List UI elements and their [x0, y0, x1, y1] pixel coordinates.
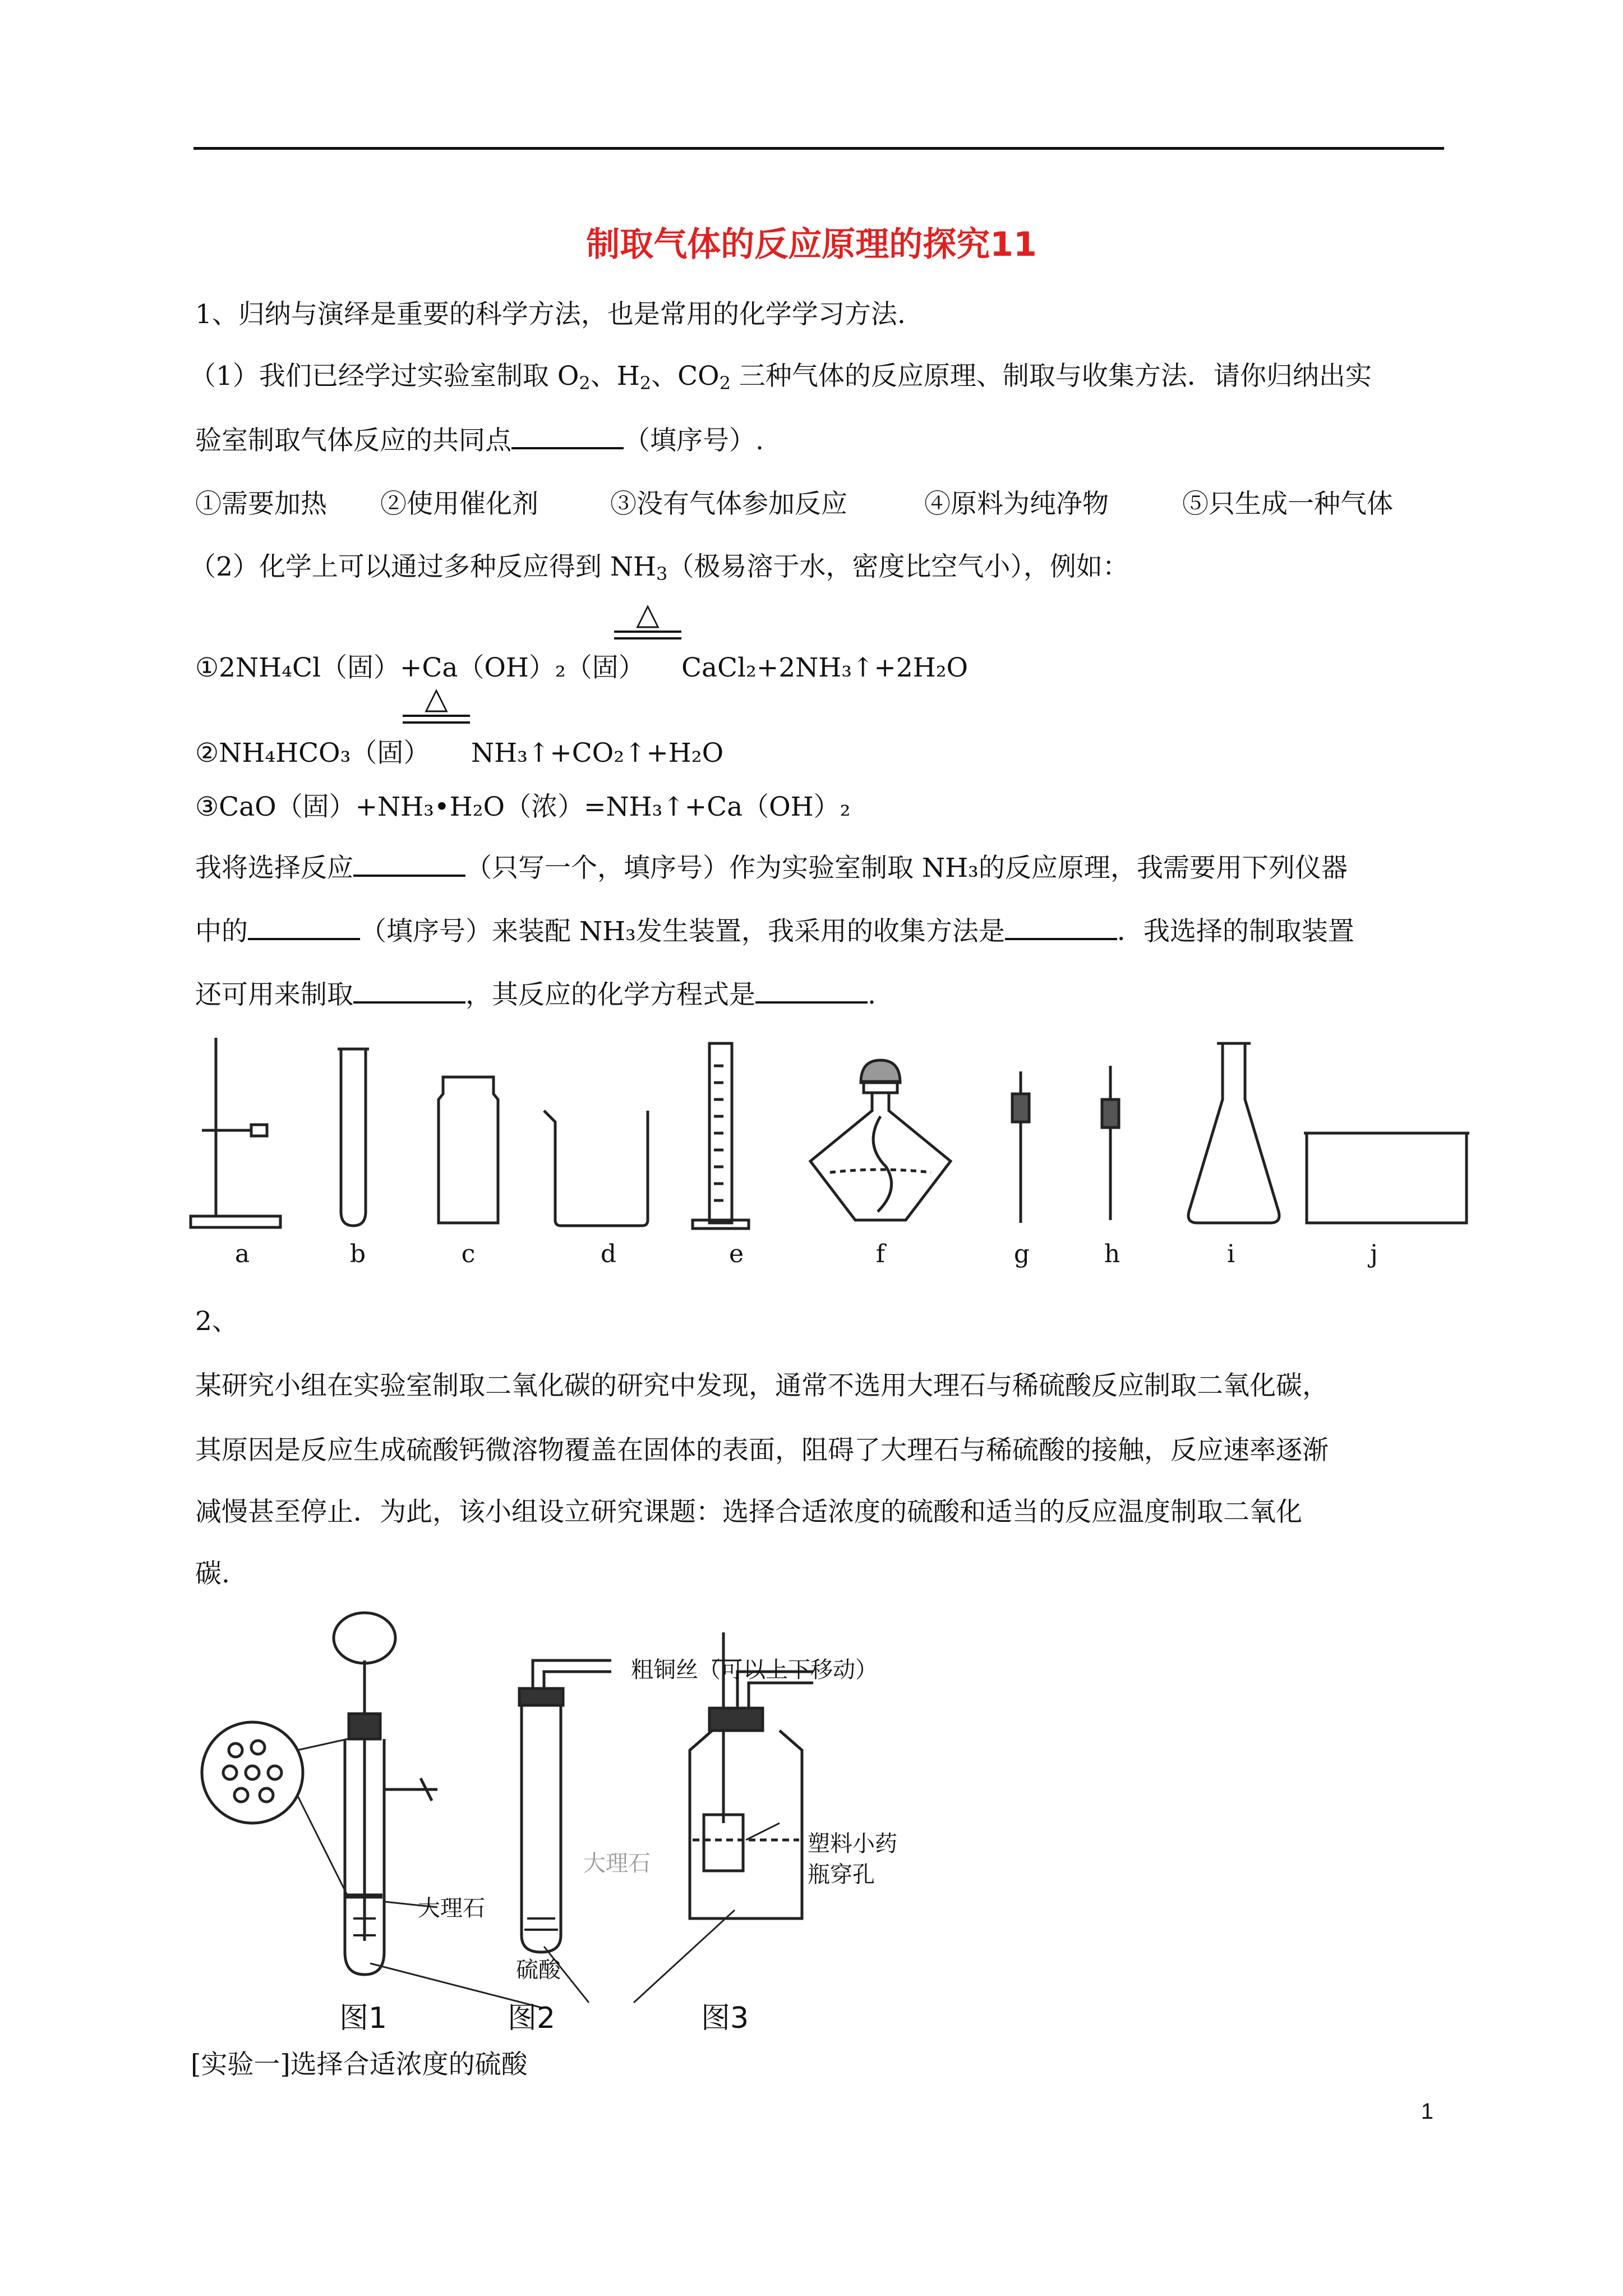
label-d: d	[600, 1240, 617, 1268]
figure-2-caption: 图2	[508, 2001, 556, 2035]
q1-intro: 1、归纳与演绎是重要的科学方法，也是常用的化学学习方法.	[195, 299, 906, 330]
label-c: c	[461, 1240, 476, 1268]
answer-blank[interactable]	[353, 852, 465, 877]
label-a: a	[234, 1240, 250, 1268]
label-h: h	[1104, 1240, 1121, 1268]
conical-flask-icon	[1188, 1043, 1279, 1223]
q1-part1-line2: 验室制取气体反应的共同点 （填序号）.	[195, 425, 764, 456]
reaction-2-right: NH₃↑+CO₂↑+H₂O	[471, 738, 724, 769]
answer-blank[interactable]	[353, 979, 465, 1004]
graduated-cylinder-icon	[693, 1043, 749, 1228]
answer-blank[interactable]	[248, 915, 360, 940]
reaction-1-left: ①2NH₄Cl（固）+Ca（OH）₂（固）	[195, 652, 645, 683]
perforated-plate-icon	[202, 1722, 303, 1823]
reaction-1-right: CaCl₂+2NH₃↑+2H₂O	[681, 652, 969, 683]
annotation-bottle-line1: 塑料小药	[808, 1831, 897, 1857]
q1-part2-intro: （2）化学上可以通过多种反应得到 $NH_3$（极易溶于水，密度比空气小），例如：	[190, 551, 1129, 585]
q1-sentence-2: 中的 （填序号）来装配 NH₃发生装置，我采用的收集方法是 ．我选择的制取装置	[195, 916, 1354, 947]
option-3: ③没有气体参加反应	[610, 489, 847, 519]
reaction-3: ③CaO（固）+NH₃•H₂O（浓）=NH₃↑+Ca（OH）₂	[195, 792, 851, 822]
annotation-copper-wire: 粗铜丝（可以上下移动）	[631, 1657, 878, 1683]
apparatus-figure	[185, 1032, 1475, 1234]
option-4: ④原料为纯净物	[924, 489, 1109, 519]
answer-blank[interactable]	[511, 425, 624, 449]
label-i: i	[1227, 1240, 1235, 1268]
figure-1-caption: 图1	[339, 2001, 388, 2035]
label-j: j	[1370, 1240, 1378, 1268]
option-1: ①需要加热	[195, 489, 327, 519]
stopper-tube-icon-g	[1012, 1071, 1029, 1223]
iron-stand-icon	[191, 1038, 280, 1227]
gas-jar-icon	[439, 1077, 498, 1223]
option-5: ⑤只生成一种气体	[1182, 489, 1393, 519]
q1-sentence-3: 还可用来制取 ，其反应的化学方程式是 .	[195, 979, 876, 1010]
label-g: g	[1013, 1240, 1030, 1268]
heat-condition-1: △	[614, 599, 681, 639]
q1-sentence-1: 我将选择反应 （只写一个，填序号）作为实验室制取 NH₃的反应原理，我需要用下列仪器	[195, 853, 1348, 884]
beaker-icon	[544, 1111, 648, 1226]
figure-3-caption: 图3	[701, 2001, 749, 2035]
annotation-acid: 硫酸	[516, 1957, 561, 1983]
page-number: 1	[1421, 2099, 1433, 2124]
stopper-tube-icon-h	[1102, 1066, 1119, 1220]
q2-number: 2、	[195, 1306, 238, 1337]
label-f: f	[875, 1240, 886, 1268]
option-2: ②使用催化剂	[380, 489, 538, 519]
reaction-2-left: ②NH₄HCO₃（固）	[195, 738, 430, 769]
annotation-marble-2: 大理石	[583, 1851, 651, 1876]
q2-para-line2: 其原因是反应生成硫酸钙微溶物覆盖在固体的表面，阻碍了大理石与稀硫酸的接触，反应速率逐渐	[195, 1435, 1329, 1466]
annotation-marble-1: 大理石	[418, 1895, 485, 1921]
answer-blank[interactable]	[755, 979, 868, 1004]
annotation-bottle-line2: 瓶穿孔	[808, 1862, 875, 1888]
q2-para-line1: 某研究小组在实验室制取二氧化碳的研究中发现，通常不选用大理石与稀硫酸反应制取二氧化碳，	[195, 1370, 1329, 1401]
q1-part1-line1: （1）我们已经学过实验室制取 $O_2$、$H_2$、$CO_2$ 三种气体的反应原理、制取与收集方法．请你归纳出实	[190, 361, 1372, 394]
trough-icon	[1307, 1133, 1467, 1223]
heat-condition-2: △	[403, 683, 470, 724]
experiment-1-heading: [实验一]选择合适浓度的硫酸	[191, 2049, 528, 2080]
header-rule	[193, 147, 1444, 150]
alcohol-lamp-icon	[810, 1060, 951, 1220]
q2-para-line3: 减慢甚至停止．为此，该小组设立研究课题：选择合适浓度的硫酸和适当的反应温度制取二氧化	[195, 1497, 1302, 1527]
q1-options	[195, 487, 1393, 522]
page-title: 制取气体的反应原理的探究11	[586, 225, 1037, 264]
answer-blank[interactable]	[1005, 915, 1117, 940]
q2-para-line4: 碳.	[195, 1558, 230, 1589]
test-tube-icon	[341, 1049, 366, 1226]
figure2-apparatus	[519, 1660, 611, 1952]
label-e: e	[728, 1240, 744, 1268]
label-b: b	[349, 1240, 366, 1268]
